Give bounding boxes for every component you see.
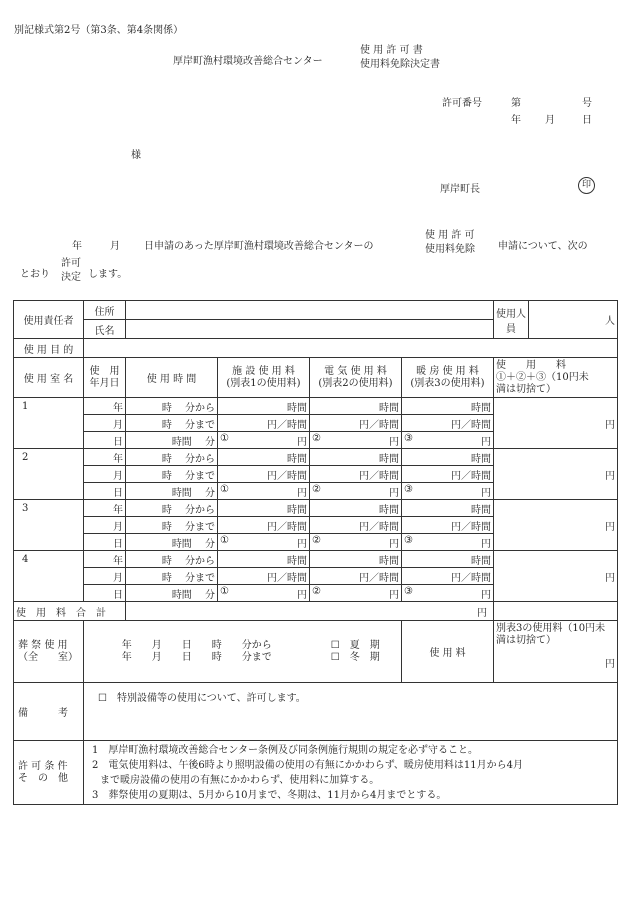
- facility-hours: 時間: [218, 551, 310, 568]
- conditions-text: [84, 741, 618, 805]
- date-day: 日: [84, 534, 126, 551]
- intro-year: 年: [72, 241, 82, 252]
- room-number: 1: [14, 398, 84, 449]
- time-to: 時 分まで: [126, 466, 218, 483]
- electric-amount: ② 円: [310, 585, 402, 602]
- time-from: 時 分から: [126, 449, 218, 466]
- heating-rate: 円／時間: [402, 517, 494, 534]
- time-from: 時 分から: [126, 551, 218, 568]
- purpose-label: 使 用 目 的: [14, 339, 84, 358]
- duration: 時間 分: [126, 585, 218, 602]
- electric-rate: 円／時間: [310, 517, 402, 534]
- winter-checkbox: ☐ 冬 期: [330, 651, 380, 663]
- room-number: 4: [14, 551, 84, 602]
- time-from: 時 分から: [126, 398, 218, 415]
- funeral-label: 葬 祭 使 用 （全 室）: [14, 621, 84, 683]
- heating-amount: ③ 円: [402, 483, 494, 500]
- date-year: 年: [84, 551, 126, 568]
- electric-hours: 時間: [310, 449, 402, 466]
- electric-rate: 円／時間: [310, 568, 402, 585]
- permit-month: 月: [545, 115, 555, 126]
- responsible-label: 使用責任者: [14, 301, 84, 339]
- facility-hours: 時間: [218, 398, 310, 415]
- heating-rate: 円／時間: [402, 466, 494, 483]
- remarks-text[interactable]: ☐ 特別設備等の使用について、許可します。: [84, 683, 618, 741]
- facility-amount: ① 円: [218, 483, 310, 500]
- electric-hours: 時間: [310, 500, 402, 517]
- seal-mark: 印: [578, 177, 595, 194]
- date-year: 年: [84, 449, 126, 466]
- electric-rate: 円／時間: [310, 415, 402, 432]
- time-to: 時 分まで: [126, 415, 218, 432]
- document-title: [360, 44, 440, 72]
- address-label: 住所: [84, 301, 126, 320]
- fee-total-value: 円: [126, 602, 494, 621]
- date-month: 月: [84, 568, 126, 585]
- facility-rate: 円／時間: [218, 568, 310, 585]
- users-unit: 人: [529, 301, 618, 339]
- intro-option-kettei: 決定: [61, 272, 81, 283]
- permit-day: 日: [582, 115, 592, 126]
- facility-hours: 時間: [218, 500, 310, 517]
- electric-hours: 時間: [310, 398, 402, 415]
- electric-rate: 円／時間: [310, 466, 402, 483]
- issuer-label: 厚岸町長: [440, 184, 480, 195]
- room-number: 2: [14, 449, 84, 500]
- duration: 時間 分: [126, 534, 218, 551]
- permit-table: [13, 300, 618, 805]
- funeral-period: 年 月 日 時 分から 年 月 日 時 分まで: [84, 621, 310, 683]
- total-fee-header: 使 用 料 ①＋②＋③（10円未 満は切捨て）: [494, 358, 618, 398]
- date-day: 日: [84, 585, 126, 602]
- name-label: 氏名: [84, 320, 126, 339]
- facility-rate: 円／時間: [218, 415, 310, 432]
- heating-hours: 時間: [402, 449, 494, 466]
- duration: 時間 分: [126, 483, 218, 500]
- date-month: 月: [84, 415, 126, 432]
- facility-title: 厚岸町漁村環境改善総合センター: [173, 56, 323, 67]
- permit-year: 年: [511, 115, 521, 126]
- time-to: 時 分まで: [126, 517, 218, 534]
- date-month: 月: [84, 517, 126, 534]
- intro-text-2: 申請について、次の: [498, 241, 588, 252]
- room-number: 3: [14, 500, 84, 551]
- electric-hours: 時間: [310, 551, 402, 568]
- electric-amount: ② 円: [310, 534, 402, 551]
- permit-gou: 号: [582, 98, 592, 109]
- facility-rate: 円／時間: [218, 466, 310, 483]
- heating-amount: ③ 円: [402, 432, 494, 449]
- heating-hours: 時間: [402, 500, 494, 517]
- intro-option-1: [425, 229, 475, 257]
- title-exemption: 使用料免除決定書: [360, 59, 440, 70]
- room-total: 円: [494, 398, 618, 449]
- fee-total-blank: [494, 602, 618, 621]
- date-day: 日: [84, 483, 126, 500]
- conditions-label: 許 可 条 件 そ の 他: [14, 741, 84, 805]
- condition-2: 2 電気使用料は、午後6時より照明設備の使用の有無にかかわらず、暖房使用料は11月から4月: [92, 759, 524, 771]
- name-field[interactable]: [126, 320, 494, 339]
- heating-hours: 時間: [402, 551, 494, 568]
- heating-amount: ③ 円: [402, 585, 494, 602]
- room-total: 円: [494, 551, 618, 602]
- facility-rate: 円／時間: [218, 517, 310, 534]
- facility-fee-header: 施 設 使 用 料 (別表1の使用料): [218, 358, 310, 398]
- facility-amount: ① 円: [218, 534, 310, 551]
- season-select[interactable]: [310, 621, 402, 683]
- permit-dai: 第: [511, 98, 521, 109]
- title-permit: 使 用 許 可 書: [360, 45, 423, 56]
- purpose-field[interactable]: [84, 339, 618, 358]
- summer-checkbox: ☐ 夏 期: [330, 639, 380, 651]
- date-year: 年: [84, 398, 126, 415]
- form-label: 別記様式第2号（第3条、第4条関係）: [14, 25, 184, 36]
- time-to: 時 分まで: [126, 568, 218, 585]
- heating-rate: 円／時間: [402, 568, 494, 585]
- remarks-label: 備 考: [14, 683, 84, 741]
- date-day: 日: [84, 432, 126, 449]
- intro-option-permit: 使 用 許 可: [425, 230, 475, 241]
- date-year: 年: [84, 500, 126, 517]
- address-field[interactable]: [126, 301, 494, 320]
- intro-text: 日申請のあった厚岸町漁村環境改善総合センターの: [144, 241, 374, 252]
- heating-hours: 時間: [402, 398, 494, 415]
- room-total: 円: [494, 500, 618, 551]
- users-label: 使用人員: [494, 301, 529, 339]
- facility-hours: 時間: [218, 449, 310, 466]
- facility-amount: ① 円: [218, 432, 310, 449]
- addressee-sama: 様: [131, 150, 141, 161]
- condition-1: 1 厚岸町漁村環境改善総合センター条例及び同条例施行規則の規定を必ず守ること。: [92, 744, 478, 756]
- permit-number-label: 許可番号: [442, 98, 482, 109]
- duration: 時間 分: [126, 432, 218, 449]
- intro-month: 月: [110, 241, 120, 252]
- heating-amount: ③ 円: [402, 534, 494, 551]
- intro-text-4: します。: [88, 269, 128, 280]
- intro-option-kyoka: 許可: [61, 258, 81, 269]
- fee-total-label: 使 用 料 合 計: [14, 602, 126, 621]
- condition-2-cont: まで暖房設備の使用の有無にかかわらず、使用料に加算する。: [100, 774, 380, 786]
- time-from: 時 分から: [126, 500, 218, 517]
- intro-text-3: とおり: [20, 269, 50, 280]
- date-month: 月: [84, 466, 126, 483]
- electric-amount: ② 円: [310, 483, 402, 500]
- room-total: 円: [494, 449, 618, 500]
- electric-amount: ② 円: [310, 432, 402, 449]
- use-date-header: 使 用 年月日: [84, 358, 126, 398]
- room-name-header: 使 用 室 名: [14, 358, 84, 398]
- funeral-fee-value: 別表3の使用料（10円未 満は切捨て） 円: [494, 621, 618, 683]
- heating-rate: 円／時間: [402, 415, 494, 432]
- intro-option-2: [61, 257, 81, 285]
- facility-amount: ① 円: [218, 585, 310, 602]
- heating-fee-header: 暖 房 使 用 料 (別表3の使用料): [402, 358, 494, 398]
- electric-fee-header: 電 気 使 用 料 (別表2の使用料): [310, 358, 402, 398]
- intro-option-exempt: 使用料免除: [425, 244, 475, 255]
- condition-3: 3 葬祭使用の夏期は、5月から10月まで、冬期は、11月から4月までとする。: [92, 789, 447, 801]
- funeral-fee-label: 使 用 料: [402, 621, 494, 683]
- use-time-header: 使 用 時 間: [126, 358, 218, 398]
